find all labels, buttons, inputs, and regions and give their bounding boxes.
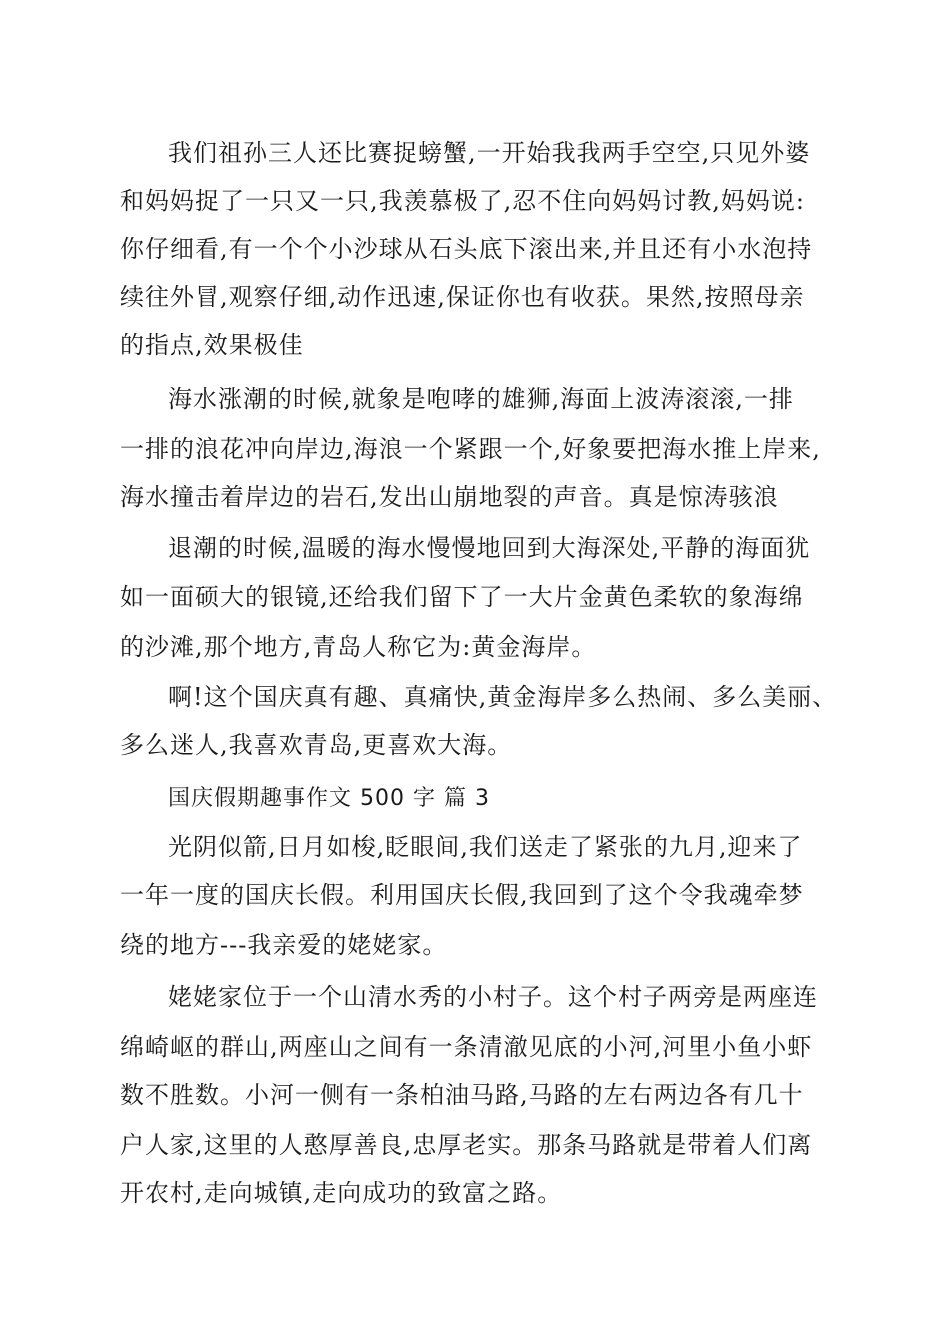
text-line: 海水涨潮的时候,就象是咆哮的雄狮,海面上波涛滚滚,一排	[168, 385, 794, 413]
text-line: 绕的地方---我亲爱的姥姥家。	[120, 931, 448, 959]
text-line: 绵崎岖的群山,两座山之间有一条清澈见底的小河,河里小鱼小虾	[120, 1033, 813, 1061]
text-line: 你仔细看,有一个个小沙球从石头底下滚出来,并且还有小水泡持	[120, 235, 813, 263]
text-line: 户人家,这里的人憨厚善良,忠厚老实。那条马路就是带着人们离	[120, 1131, 813, 1159]
text-line: 的指点,效果极佳	[120, 331, 304, 359]
section-heading: 国庆假期趣事作文 500 字 篇 3	[168, 786, 490, 811]
text-line: 我们祖孙三人还比赛捉螃蟹,一开始我我两手空空,只见外婆	[168, 139, 811, 167]
text-line: 啊!这个国庆真有趣、真痛快,黄金海岸多么热闹、多么美丽、	[168, 683, 838, 711]
text-line: 数不胜数。小河一侧有一条柏油马路,马路的左右两边各有几十	[120, 1081, 804, 1109]
text-line: 姥姥家位于一个山清水秀的小村子。这个村子两旁是两座连	[168, 983, 818, 1011]
text-line: 一年一度的国庆长假。利用国庆长假,我回到了这个令我魂牵梦	[120, 881, 804, 909]
text-line: 一排的浪花冲向岸边,海浪一个紧跟一个,好象要把海水推上岸来,	[120, 435, 821, 463]
text-line: 的沙滩,那个地方,青岛人称它为:黄金海岸。	[120, 633, 597, 661]
text-line: 海水撞击着岸边的岩石,发出山崩地裂的声音。真是惊涛骇浪	[120, 483, 779, 511]
text-line: 开农村,走向城镇,走向成功的致富之路。	[120, 1179, 563, 1207]
text-line: 如一面硕大的银镜,还给我们留下了一大片金黄色柔软的象海绵	[120, 583, 804, 611]
text-line: 光阴似箭,日月如梭,眨眼间,我们送走了紧张的九月,迎来了	[168, 833, 803, 861]
text-line: 退潮的时候,温暖的海水慢慢地回到大海深处,平静的海面犹	[168, 534, 811, 562]
text-line: 和妈妈捉了一只又一只,我羡慕极了,忍不住向妈妈讨教,妈妈说:	[120, 187, 805, 215]
text-line: 续往外冒,观察仔细,动作迅速,保证你也有收获。果然,按照母亲	[120, 283, 805, 311]
text-line: 多么迷人,我喜欢青岛,更喜欢大海。	[120, 731, 513, 759]
